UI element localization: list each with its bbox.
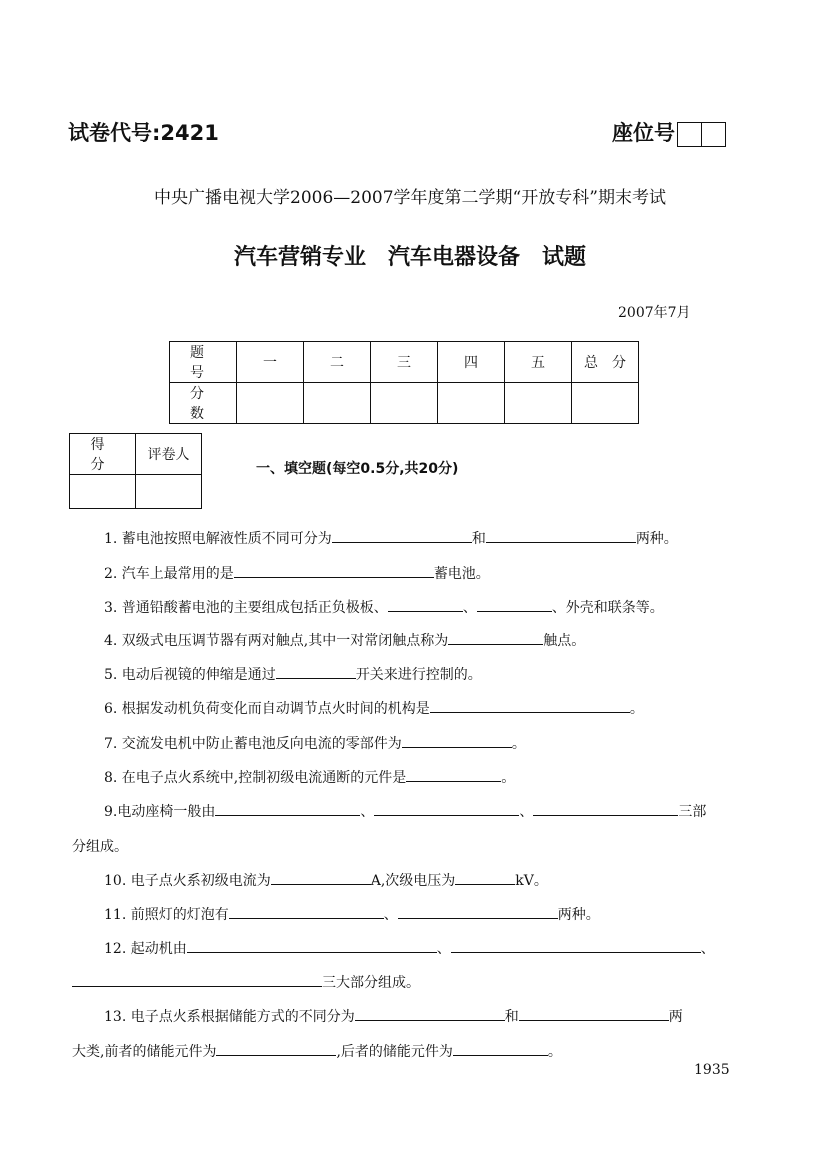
score-table-cell: 二 (304, 342, 371, 383)
question-text: 两 (668, 1009, 683, 1025)
question-text: 两种。 (635, 531, 678, 547)
score-table-cell: 题 号 (170, 342, 237, 383)
question-4 (104, 630, 585, 650)
question-8 (104, 767, 515, 787)
score-cell-empty (505, 383, 572, 424)
question-text: 6. 根据发动机负荷变化而自动调节点火时间的机构是 (104, 701, 430, 717)
question-9 (104, 801, 706, 821)
question-7 (104, 733, 526, 753)
question-text: ,后者的储能元件为 (336, 1044, 453, 1060)
answer-blank (406, 767, 501, 782)
score-table-cell: 四 (438, 342, 505, 383)
answer-blank (533, 801, 678, 816)
question-text: 开关来进行控制的。 (355, 667, 482, 683)
question-text: kV。 (515, 873, 548, 889)
question-text: 。 (511, 736, 526, 752)
score-table-cell: 总 分 (572, 342, 639, 383)
question-text: 、外壳和联条等。 (551, 600, 664, 616)
question-11 (104, 904, 600, 924)
grader-table-cell: 评卷人 (136, 434, 202, 475)
answer-blank (355, 1006, 505, 1021)
question-13 (104, 1006, 683, 1026)
question-text: 和 (471, 531, 486, 547)
question-text: 大类,前者的储能元件为 (72, 1044, 217, 1060)
question-text: 分组成。 (72, 839, 128, 855)
answer-blank (187, 938, 437, 953)
answer-blank (402, 733, 512, 748)
answer-blank (332, 528, 472, 543)
score-table-cell: 一 (237, 342, 304, 383)
score-cell-empty (237, 383, 304, 424)
answer-blank (374, 801, 519, 816)
score-cell-empty (572, 383, 639, 424)
question-text: 2. 汽车上最常用的是 (104, 566, 234, 582)
answer-blank (448, 630, 543, 645)
question-text: 和 (504, 1009, 519, 1025)
question-text: 13. 电子点火系根据储能方式的不同分为 (104, 1009, 355, 1025)
question-1 (104, 528, 678, 548)
answer-blank (430, 698, 630, 713)
score-table-header-row (170, 342, 639, 383)
question-6 (104, 698, 644, 718)
answer-blank (519, 1006, 669, 1021)
exam-title: 中央广播电视大学2006—2007学年度第二学期“开放专科”期末考试 (154, 188, 666, 208)
question-text: 9.电动座椅一般由 (104, 804, 216, 820)
answer-blank (276, 664, 356, 679)
answer-blank (215, 801, 360, 816)
question-9-continued (72, 836, 128, 856)
question-5 (104, 664, 482, 684)
score-cell-empty (371, 383, 438, 424)
answer-blank (398, 904, 558, 919)
answer-blank (477, 597, 552, 612)
answer-blank (451, 938, 701, 953)
question-13-continued (72, 1041, 562, 1061)
answer-blank (216, 1041, 336, 1056)
question-12-continued (72, 972, 420, 992)
question-text: 、 (700, 941, 715, 957)
question-text: 、 (462, 600, 477, 616)
question-text: 12. 起动机由 (104, 941, 187, 957)
seat-label: 座位号 (612, 121, 675, 145)
question-text: A,次级电压为 (370, 873, 456, 889)
seat-number-boxes (677, 122, 726, 147)
subject-title: 汽车营销专业 汽车电器设备 试题 (233, 245, 586, 270)
section-title: 一、填空题(每空0.5分,共20分) (256, 461, 459, 477)
question-text: 、 (436, 941, 451, 957)
question-text: 7. 交流发电机中防止蓄电池反向电流的零部件为 (104, 736, 402, 752)
question-text: 。 (501, 770, 516, 786)
question-text: 两种。 (557, 907, 600, 923)
question-text: 4. 双级式电压调节器有两对触点,其中一对常闭触点称为 (104, 633, 449, 649)
question-text: 蓄电池。 (433, 566, 490, 582)
question-2 (104, 563, 490, 583)
question-text: 5. 电动后视镜的伸缩是通过 (104, 667, 276, 683)
question-text: 8. 在电子点火系统中,控制初级电流通断的元件是 (104, 770, 407, 786)
seat-number (612, 117, 726, 147)
question-text: 3. 普通铅酸蓄电池的主要组成包括正负极板、 (104, 600, 388, 616)
paper-code: 试卷代号:2421 (68, 121, 219, 145)
question-text: 、 (360, 804, 375, 820)
answer-blank (486, 528, 636, 543)
question-text: 。 (547, 1044, 562, 1060)
question-text: 触点。 (543, 633, 586, 649)
score-table (169, 341, 639, 424)
score-table-cell: 五 (505, 342, 572, 383)
answer-blank (229, 904, 384, 919)
score-table-cell: 三 (371, 342, 438, 383)
score-cell-empty (304, 383, 371, 424)
question-text: 1. 蓄电池按照电解液性质不同可分为 (104, 531, 332, 547)
question-text: 三部 (678, 804, 707, 820)
grader-cell-empty (136, 475, 202, 509)
question-10 (104, 870, 548, 890)
grader-table-cell: 得 分 (70, 434, 136, 475)
question-12 (104, 938, 715, 958)
question-text: 、 (519, 804, 534, 820)
grader-table (69, 433, 202, 509)
score-table-score-row (170, 383, 639, 424)
answer-blank (453, 1041, 548, 1056)
answer-blank (234, 563, 434, 578)
question-text: 。 (629, 701, 644, 717)
answer-blank (72, 972, 322, 987)
question-text: 11. 前照灯的灯泡有 (104, 907, 229, 923)
page-number: 1935 (694, 1062, 730, 1078)
answer-blank (388, 597, 463, 612)
question-text: 、 (383, 907, 398, 923)
question-3 (104, 597, 664, 617)
question-text: 10. 电子点火系初级电流为 (104, 873, 271, 889)
answer-blank (271, 870, 371, 885)
question-text: 三大部分组成。 (322, 975, 420, 991)
score-table-cell: 分 数 (170, 383, 237, 424)
answer-blank (455, 870, 515, 885)
exam-date: 2007年7月 (618, 305, 691, 321)
grader-cell-empty (70, 475, 136, 509)
score-cell-empty (438, 383, 505, 424)
